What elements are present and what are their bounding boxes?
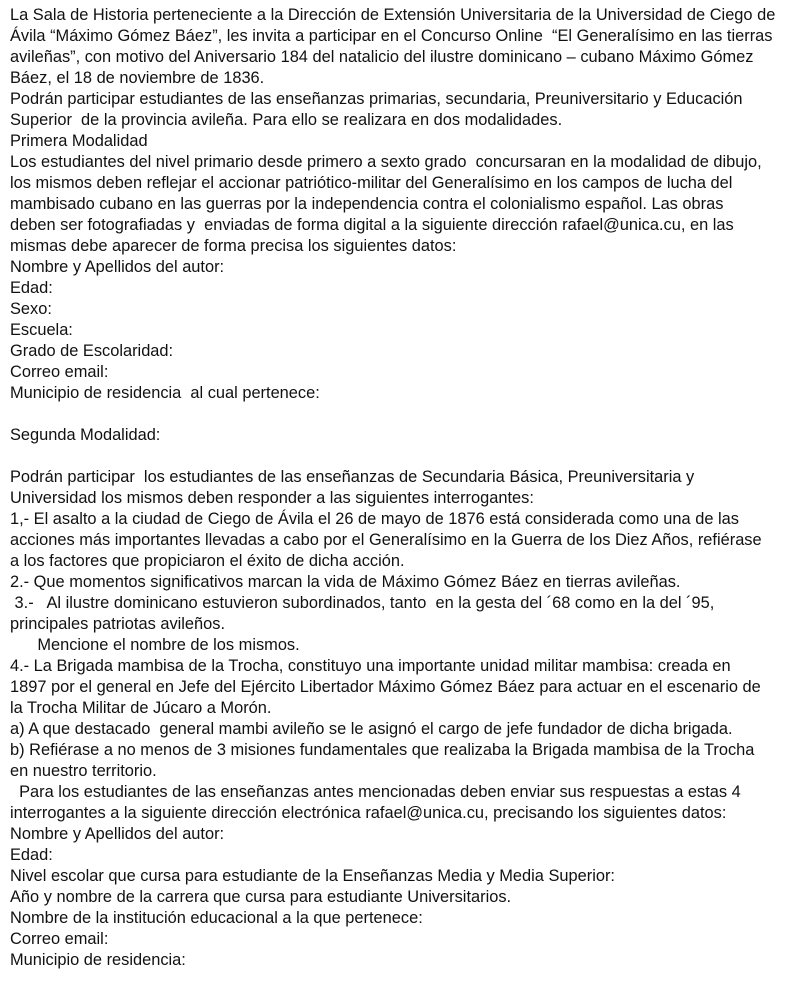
document-body: [10, 5, 795, 971]
question-line: Mencione el nombre de los mismos.: [10, 636, 300, 654]
paragraph-line: mambisado cubano en las guerras por la independencia contra el colonialismo español. Las obras: [10, 195, 724, 213]
question-line: la Trocha Militar de Júcaro a Morón.: [10, 699, 272, 717]
question-line: a) A que destacado general mambi avileño se le asignó el cargo de jefe fundador de dicha brigada.: [10, 720, 733, 738]
paragraph-line: deben ser fotografiadas y enviadas de forma digital a la siguiente dirección rafael@unica.cu, en las: [10, 216, 734, 234]
form-field-label: Nombre y Apellidos del autor:: [10, 258, 225, 276]
section-heading: Primera Modalidad: [10, 132, 148, 150]
question-line: acciones más importantes llevadas a cabo por el Generalísimo en la Guerra de los Diez Años, refiérase: [10, 531, 762, 549]
form-field-label: Nombre y Apellidos del autor:: [10, 825, 225, 843]
form-field-label: Grado de Escolaridad:: [10, 342, 174, 360]
closing-line: Para los estudiantes de las enseñanzas antes mencionadas deben enviar sus respuestas a estas 4: [10, 783, 741, 801]
question-line: 4.- La Brigada mambisa de la Trocha, constituyo una importante unidad militar mambisa: creada en: [10, 657, 731, 675]
spacer: [10, 404, 795, 425]
section-heading: Segunda Modalidad:: [10, 426, 161, 444]
paragraph-line: Universidad los mismos deben responder a las siguientes interrogantes:: [10, 489, 534, 507]
question-line: 1,- El asalto a la ciudad de Ciego de Ávila el 26 de mayo de 1876 está considerada como una de las: [10, 510, 739, 528]
intro-line: avileñas”, con motivo del Aniversario 184 del natalicio del ilustre dominicano – cubano Máximo Gómez: [10, 48, 754, 66]
form-field-label: Correo email:: [10, 363, 109, 381]
spacer: [10, 446, 795, 467]
form-field-label: Nombre de la institución educacional a la que pertenece:: [10, 909, 423, 927]
question-line: en nuestro territorio.: [10, 762, 157, 780]
paragraph-line: mismas debe aparecer de forma precisa los siguientes datos:: [10, 237, 457, 255]
form-field-label: Edad:: [10, 846, 53, 864]
question-line: 3.- Al ilustre dominicano estuvieron subordinados, tanto en la gesta del ´68 como en la del ´95,: [10, 594, 715, 612]
primera-modalidad-section: [10, 131, 795, 404]
question-line: 2.- Que momentos significativos marcan la vida de Máximo Gómez Báez en tierras avileñas.: [10, 573, 681, 591]
intro-line: Superior de la provincia avileña. Para ello se realizara en dos modalidades.: [10, 111, 563, 129]
paragraph-line: los mismos deben reflejar el accionar patriótico-militar del Generalísimo en los campos de lucha del: [10, 174, 733, 192]
paragraph-line: Podrán participar los estudiantes de las enseñanzas de Secundaria Básica, Preuniversitaria y: [10, 468, 695, 486]
form-field-label: Año y nombre de la carrera que cursa para estudiante Universitarios.: [10, 888, 512, 906]
intro-section: [10, 5, 795, 131]
closing-line: interrogantes a la siguiente dirección electrónica rafael@unica.cu, precisando los siguientes datos:: [10, 804, 727, 822]
form-field-label: Sexo:: [10, 300, 52, 318]
form-field-label: Escuela:: [10, 321, 73, 339]
segunda-modalidad-section: [10, 425, 795, 971]
form-field-label: Edad:: [10, 279, 53, 297]
form-field-label: Nivel escolar que cursa para estudiante de la Enseñanzas Media y Media Superior:: [10, 867, 615, 885]
question-line: a los factores que propiciaron el éxito de dicha acción.: [10, 552, 405, 570]
paragraph-line: Los estudiantes del nivel primario desde primero a sexto grado concursaran en la modalidad de dibujo,: [10, 153, 762, 171]
intro-line: Báez, el 18 de noviembre de 1836.: [10, 69, 265, 87]
intro-line: Podrán participar estudiantes de las enseñanzas primarias, secundaria, Preuniversitario y Educación: [10, 90, 743, 108]
form-field-label: Municipio de residencia:: [10, 951, 186, 969]
intro-line: La Sala de Historia perteneciente a la Dirección de Extensión Universitaria de la Universidad de Ciego de: [10, 6, 776, 24]
question-line: 1897 por el general en Jefe del Ejército Libertador Máximo Gómez Báez para actuar en el escenario de: [10, 678, 761, 696]
question-line: b) Refiérase a no menos de 3 misiones fundamentales que realizaba la Brigada mambisa de la Trocha: [10, 741, 755, 759]
question-line: principales patriotas avileños.: [10, 615, 226, 633]
form-field-label: Correo email:: [10, 930, 109, 948]
intro-line: Ávila “Máximo Gómez Báez”, les invita a participar en el Concurso Online “El Generalísimo en las tierras: [10, 27, 773, 45]
form-field-label: Municipio de residencia al cual pertenece:: [10, 384, 320, 402]
